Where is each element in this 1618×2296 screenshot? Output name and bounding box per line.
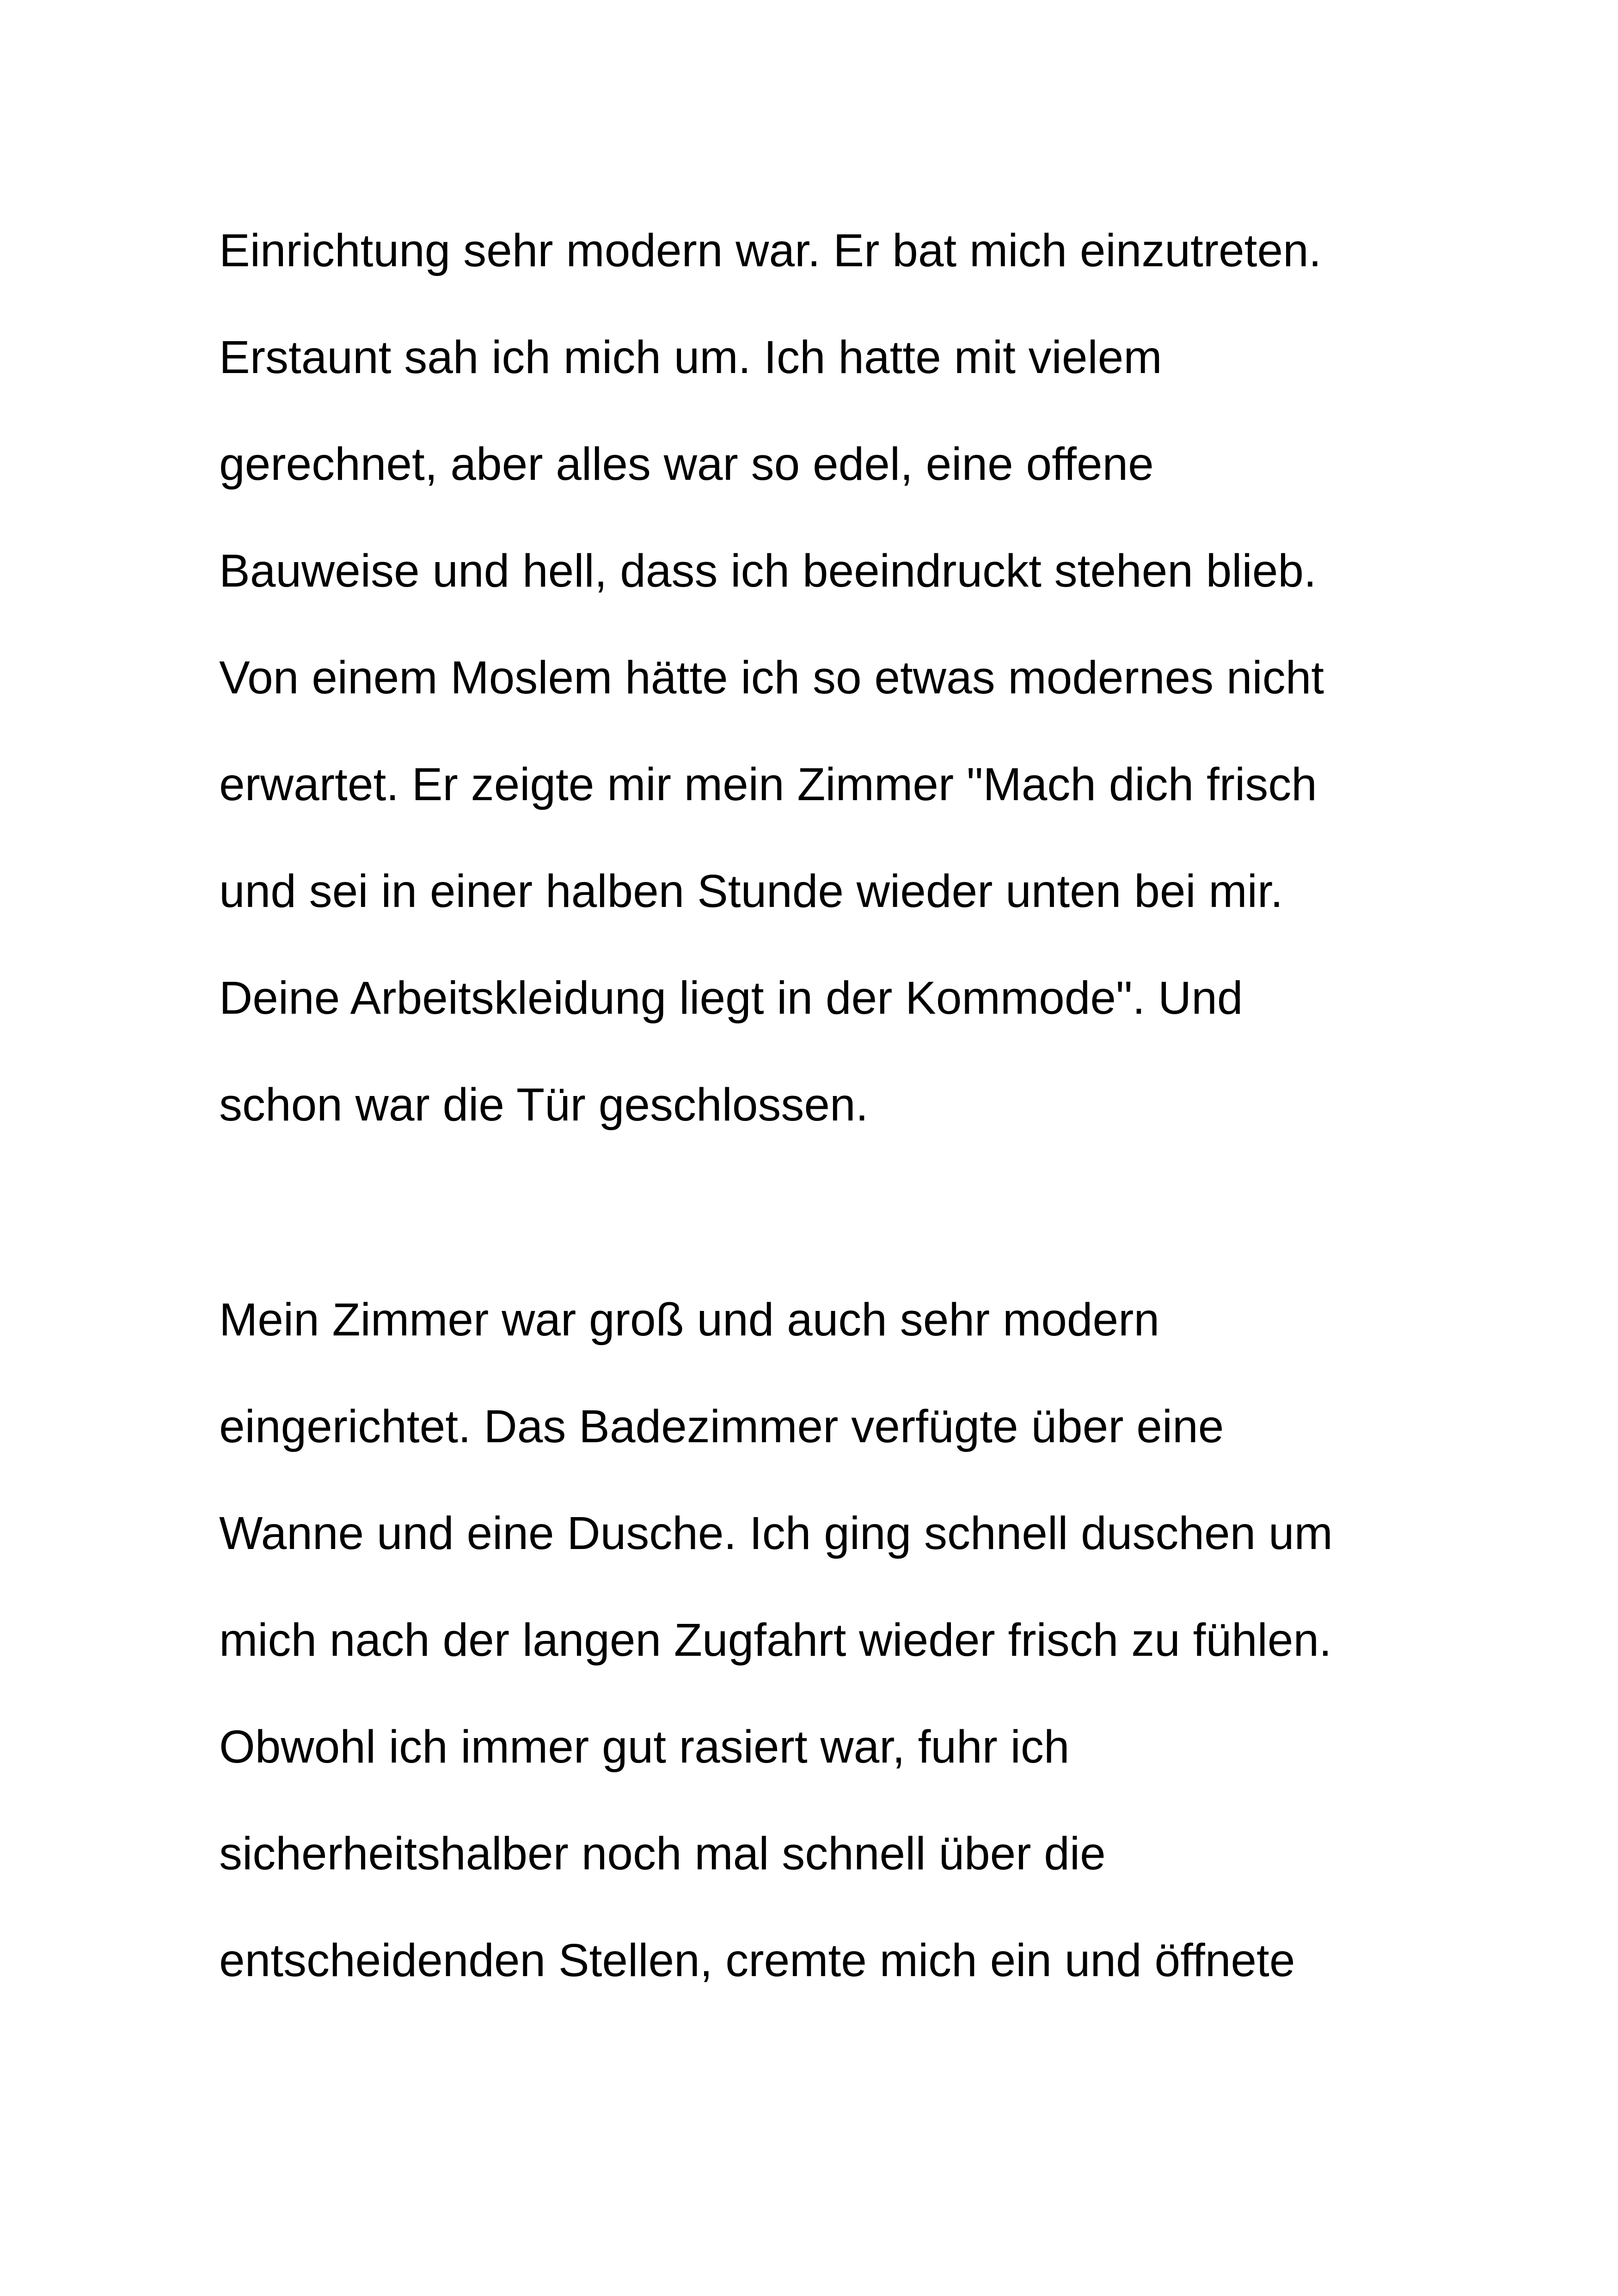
text-line: Wanne und eine Dusche. Ich ging schnell duschen um xyxy=(219,1507,1333,1559)
text-line: Bauweise und hell, dass ich beeindruckt stehen blieb. xyxy=(219,545,1317,597)
text-line: Mein Zimmer war groß und auch sehr modern xyxy=(219,1294,1160,1346)
text-line: Obwohl ich immer gut rasiert war, fuhr ich xyxy=(219,1721,1070,1773)
text-line: schon war die Tür geschlossen. xyxy=(219,1079,869,1131)
paragraph-1 xyxy=(219,197,1421,1158)
text-line: sicherheitshalber noch mal schnell über die xyxy=(219,1828,1106,1880)
paragraph-2 xyxy=(219,1267,1421,2014)
text-line: Einrichtung sehr modern war. Er bat mich einzutreten. xyxy=(219,225,1322,276)
text-line: entscheidenden Stellen, cremte mich ein und öffnete xyxy=(219,1935,1295,1986)
text-line: und sei in einer halben Stunde wieder unten bei mir. xyxy=(219,865,1283,917)
text-line: Von einem Moslem hätte ich so etwas modernes nicht xyxy=(219,652,1324,704)
text-line: Deine Arbeitskleidung liegt in der Kommode". Und xyxy=(219,972,1243,1024)
text-line: Erstaunt sah ich mich um. Ich hatte mit vielem xyxy=(219,331,1162,383)
text-line: eingerichtet. Das Badezimmer verfügte über eine xyxy=(219,1401,1224,1452)
text-line: mich nach der langen Zugfahrt wieder frisch zu fühlen. xyxy=(219,1614,1332,1666)
text-line: gerechnet, aber alles war so edel, eine offene xyxy=(219,438,1154,490)
text-line: erwartet. Er zeigte mir mein Zimmer "Mach dich frisch xyxy=(219,759,1317,810)
